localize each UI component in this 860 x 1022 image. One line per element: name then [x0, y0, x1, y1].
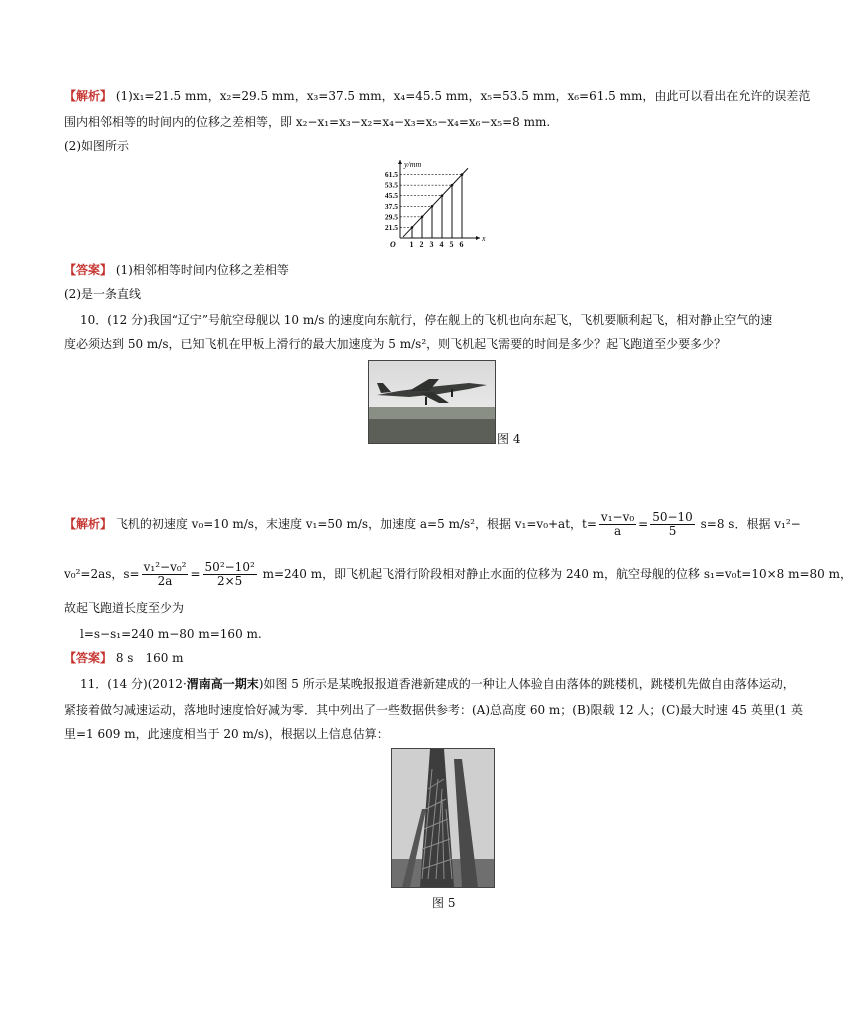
fraction-s-denominator: 2a — [157, 574, 173, 588]
answer-line-2: (2)是一条直线 — [64, 287, 141, 301]
equals-sign: = — [638, 517, 649, 531]
fraction-t-denominator: a — [613, 524, 622, 538]
y-axis-label: y/mm — [404, 160, 422, 169]
x-tick-label: 4 — [439, 240, 444, 249]
fraction-s — [142, 561, 189, 588]
analysis-line-3: (2)如图所示 — [64, 139, 129, 153]
y-axis-arrow — [398, 160, 402, 164]
fraction-values-numerator: 50−10 — [652, 510, 693, 524]
x-tick-label: 3 — [429, 240, 434, 249]
x-axis-label: x — [482, 234, 486, 243]
solution-10-line-1 — [64, 510, 801, 538]
figure-5-caption: 图 5 — [432, 896, 456, 910]
answer-10-tag: 【答案】 — [64, 651, 113, 665]
answer-line-1: (1)相邻相等时间内位移之差相等 — [115, 263, 289, 277]
solution-10-line-3: 故起飞跑道长度至少为 — [64, 601, 185, 615]
y-tick-label: 53.5 — [384, 180, 398, 190]
question-11-line-2: 紧接着做匀减速运动，落地时速度恰好减为零．其中列出了一些数据供参考：(A)总高度 60 m；(B)限载 12 人；(C)最大时速 45 英里(1 英 — [64, 703, 803, 717]
fraction-values — [650, 511, 695, 538]
solution-10-line-4: l=s−s₁=240 m−80 m=160 m. — [80, 627, 262, 641]
displacement-chart — [366, 158, 490, 250]
fraction-values-denominator: 5 — [668, 524, 677, 538]
analysis-paragraph-1 — [64, 88, 810, 104]
fraction-s-values — [203, 561, 257, 588]
fraction-s-values-numerator: 50²−10² — [204, 560, 255, 574]
solution-10-text-d: m=240 m，即飞机起飞滑行阶段相对静止水面的位移为 240 m，航空母舰的位移 s₁=v₀t=10×8 m=80 m， — [262, 567, 853, 581]
x-tick-label: 1 — [409, 240, 414, 249]
origin-label: O — [390, 240, 396, 249]
y-tick-label: 37.5 — [384, 201, 398, 211]
jet-photo — [368, 360, 496, 444]
question-11-text-b: )如图 5 所示是某晚报报道香港新建成的一种让人体验自由落体的跳楼机，跳楼机先做自由落体运动， — [258, 677, 795, 691]
y-tick-label: 45.5 — [384, 191, 398, 201]
x-tick-label: 2 — [419, 240, 424, 249]
solution-10-text-b: s=8 s．根据 v₁²− — [700, 517, 801, 531]
question-11-line-1 — [80, 676, 795, 692]
question-11-text-a: 11．(14 分)(2012· — [80, 677, 187, 691]
solution-tag: 【解析】 — [64, 517, 113, 531]
answer-paragraph-10 — [64, 650, 184, 666]
question-11-line-3: 里=1 609 m，此速度相当于 20 m/s)，根据以上信息估算： — [64, 727, 389, 741]
solution-10-text-a: 飞机的初速度 v₀=10 m/s，末速度 v₁=50 m/s，加速度 a=5 m/s²，根据 v₁=v₀+at，t= — [115, 517, 597, 531]
answer-paragraph-1 — [64, 262, 289, 278]
solution-10-text-c: v₀²=2as，s= — [64, 567, 140, 581]
y-tick-label: 29.5 — [384, 212, 398, 222]
analysis-line-2: 围内相邻相等的时间内的位移之差相等，即 x₂−x₁=x₃−x₂=x₄−x₃=x₅−x₄=x₆−x₅=8 mm. — [64, 115, 551, 129]
fraction-s-numerator: v₁²−v₀² — [143, 560, 187, 574]
question-10-line-2: 度必须达到 50 m/s，已知飞机在甲板上滑行的最大加速度为 5 m/s²，则飞机起飞需要的时间是多少？起飞跑道至少要多少？ — [64, 337, 727, 351]
answer-10-text: 8 s 160 m — [115, 651, 184, 665]
x-tick-label: 6 — [459, 240, 464, 249]
y-tick-label: 21.5 — [384, 222, 398, 232]
analysis-line-1: (1)x₁=21.5 mm，x₂=29.5 mm，x₃=37.5 mm，x₄=45.5 mm，x₅=53.5 mm，x₆=61.5 mm，由此可以看出在允许的误差范 — [115, 89, 811, 103]
fraction-t-numerator: v₁−v₀ — [600, 510, 635, 524]
x-tick-label: 5 — [449, 240, 454, 249]
solution-10-line-2: v₀²=2as，s= $\frac{\text{v₁²−v₀²}}{2a}$ = $\frac{\text{50²−10²}}{2\times 5}$ m=240 m，即飞机起飞滑行阶段相对静止水面的位移为 240 m，航空母舰的位移 s₁=v₀t=10×8 m=80 m， — [64, 560, 853, 588]
question-10-line-1: 10．(12 分)我国“辽宁”号航空母舰以 10 m/s 的速度向东航行，停在舰上的飞机也向东起飞，飞机要顺利起飞，相对静止空气的速 — [80, 313, 773, 327]
question-11-source: 渭南高一期末 — [186, 677, 259, 691]
y-tick-label: 61.5 — [384, 170, 398, 180]
x-axis-arrow — [476, 236, 480, 240]
drop-tower-photo — [391, 748, 495, 888]
fraction-t — [599, 511, 636, 538]
trend-line — [403, 168, 468, 237]
answer-tag: 【答案】 — [64, 263, 113, 277]
fraction-s-values-denominator: 2×5 — [216, 574, 243, 588]
analysis-tag: 【解析】 — [64, 89, 113, 103]
figure-4-caption: 图 4 — [497, 432, 521, 446]
